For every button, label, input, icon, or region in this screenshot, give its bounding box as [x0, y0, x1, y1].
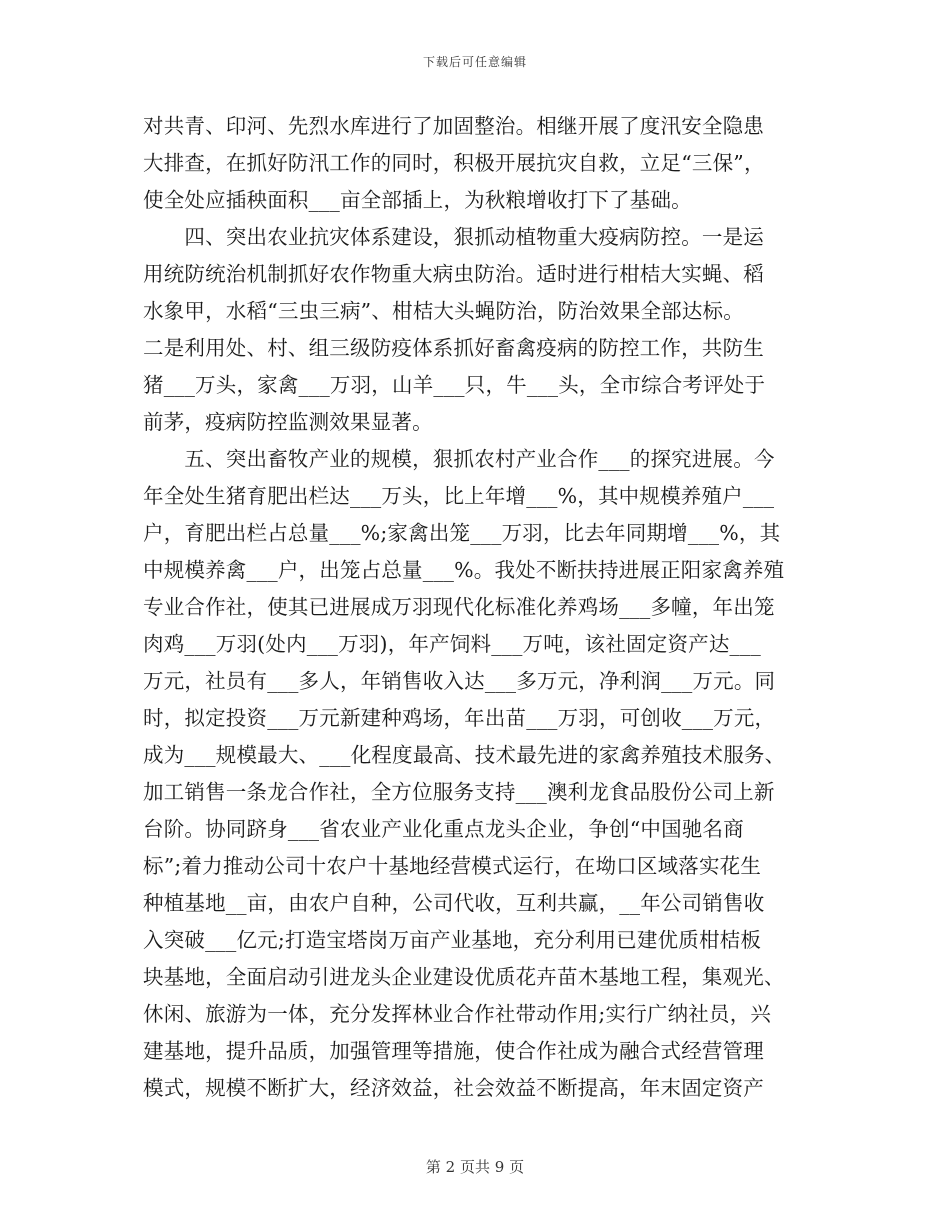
text-line: 入突破___亿元;打造宝塔岗万亩产业基地，充分利用已建优质柑桔板 [143, 928, 762, 952]
text-line: 水象甲，水稻“三虫三病”、柑桔大头蝇防治，防治效果全部达标。 [143, 299, 744, 323]
text-line: 五、突出畜牧产业的规模，狠抓农村产业合作___的探究进展。今 [143, 447, 775, 471]
document-body [143, 108, 815, 1107]
text-line: 年全处生猪育肥出栏达___万头，比上年增___%，其中规模养殖户___ [143, 484, 775, 508]
text-line: 使全处应插秧面积___亩全部插上，为秋粮增收打下了基础。 [143, 188, 692, 212]
text-line: 模式，规模不断扩大，经济效益，社会效益不断提高，年末固定资产 [143, 1076, 764, 1100]
text-line: 块基地，全面启动引进龙头企业建设优质花卉苗木基地工程，集观光、 [143, 965, 785, 989]
text-line: 时，拟定投资___万元新建种鸡场，年出苗___万羽，可创收___万元， [143, 706, 776, 730]
text-line: 中规模养禽___户，出笼占总量___%。我处不断扶持进展正阳家禽养殖 [143, 558, 785, 582]
text-line: 成为___规模最大、___化程度最高、技术最先进的家禽养殖技术服务、 [143, 743, 786, 767]
text-line: 户，育肥出栏占总量___%;家禽出笼___万羽，比去年同期增___%，其 [143, 521, 781, 545]
text-line: 种植基地__亩，由农户自种，公司代收，互利共赢，__年公司销售收 [143, 891, 765, 915]
text-line: 专业合作社，使其已进展成万羽现代化标准化养鸡场___多幢，年出笼 [143, 595, 775, 619]
text-line: 二是利用处、村、组三级防疫体系抓好畜禽疫病的防控工作，共防生 [143, 336, 764, 360]
text-line: 对共青、印河、先烈水库进行了加固整治。相继开展了度汛安全隐患 [143, 114, 764, 138]
text-line: 猪___万头，家禽___万羽，山羊___只，牛___头，全市综合考评处于 [143, 373, 766, 397]
text-line: 加工销售一条龙合作社，全方位服务支持___澳利龙食品股份公司上新 [143, 780, 775, 804]
text-line: 休闲、旅游为一体，充分发挥林业合作社带动作用;实行广纳社员，兴 [143, 1002, 772, 1026]
text-line: 万元，社员有___多人，年销售收入达___多万元，净利润___万元。同 [143, 669, 776, 693]
text-line: 大排查，在抓好防汛工作的同时，积极开展抗灾自救，立足“三保”， [143, 151, 765, 175]
page-footer: 第 2 页共 9 页 [425, 1158, 525, 1176]
page-header: 下载后可任意编辑 [422, 55, 527, 69]
text-line: 标”;着力推动公司十农户十基地经营模式运行，在坳口区域落实花生 [143, 854, 762, 878]
text-line: 肉鸡___万羽(处内___万羽)，年产饲料___万吨，该社固定资产达___ [143, 632, 761, 656]
text-line: 用统防统治机制抓好农作物重大病虫防治。适时进行柑桔大实蝇、稻 [143, 262, 764, 286]
text-line: 建基地，提升品质，加强管理等措施，使合作社成为融合式经营管理 [143, 1039, 764, 1063]
text-line: 前茅，疫病防控监测效果显著。 [143, 410, 433, 434]
text-line: 台阶。协同跻身___省农业产业化重点龙头企业，争创“中国驰名商 [143, 817, 744, 841]
text-line: 四、突出农业抗灾体系建设，狠抓动植物重大疫病防控。一是运 [143, 225, 764, 249]
